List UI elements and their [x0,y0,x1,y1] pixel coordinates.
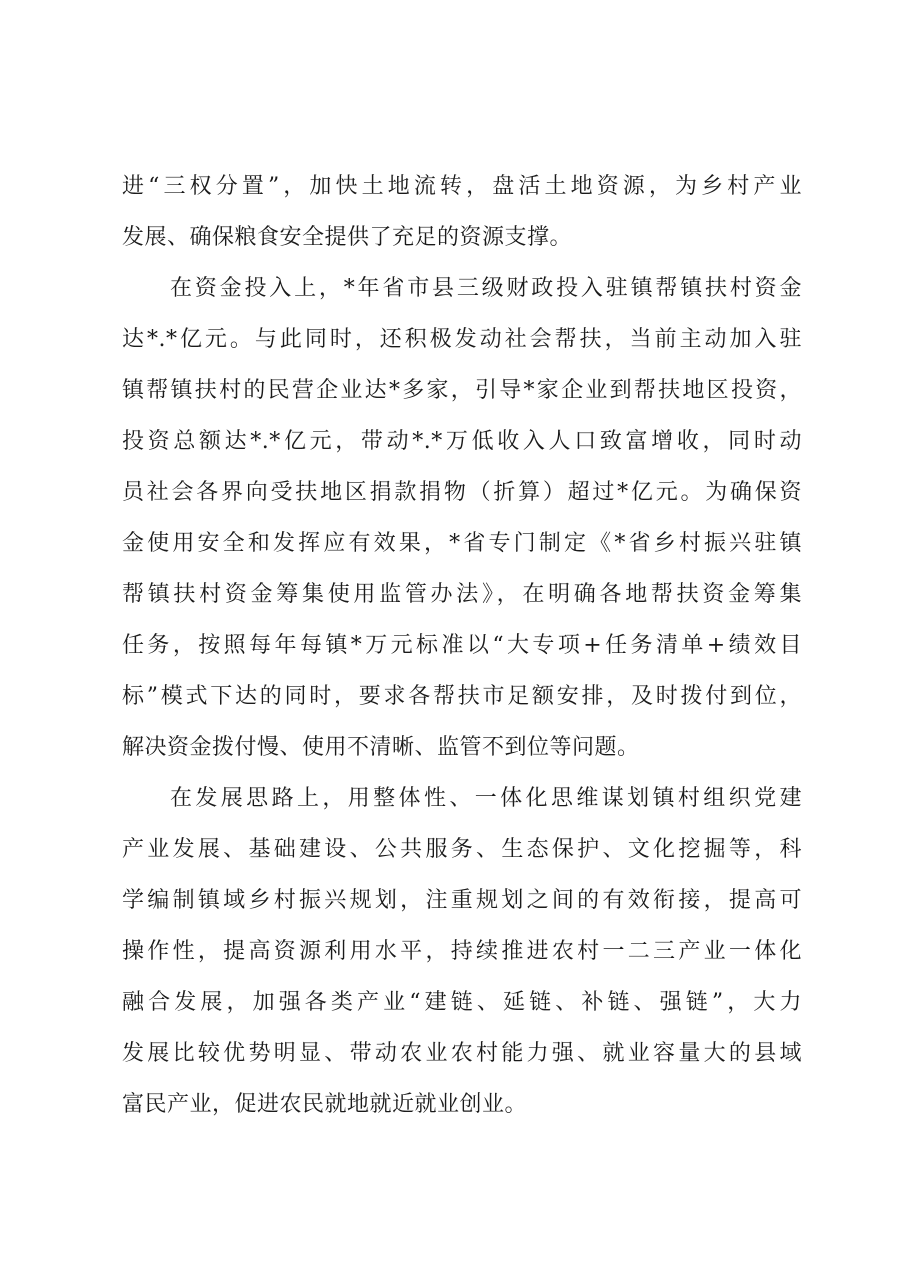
paragraph-2-line-3: 镇帮镇扶村的民营企业达*多家，引导*家企业到帮扶地区投资， [122,378,802,403]
paragraph-2-line-5: 员社会各界向受扶地区捐款捐物（折算）超过*亿元。为确保资 [122,480,802,505]
paragraph-3-line-7: 富民产业，促进农民就地就近就业创业。 [122,1092,528,1117]
paragraph-2-line-6: 金使用安全和发挥应有效果，*省专门制定《*省乡村振兴驻镇 [122,531,802,556]
paragraph-1-line-1: 进“三权分置”，加快土地流转，盘活土地资源，为乡村产业 [122,174,802,199]
paragraph-2-line-1: 在资金投入上，*年省市县三级财政投入驻镇帮镇扶村资金 [170,276,802,301]
paragraph-3-line-4: 操作性，提高资源利用水平，持续推进农村一二三产业一体化 [122,939,802,964]
body-text [122,161,802,1130]
paragraph-2-line-9: 标”模式下达的同时，要求各帮扶市足额安排，及时拨付到位， [122,684,802,709]
paragraph-2-line-7: 帮镇扶村资金筹集使用监管办法》，在明确各地帮扶资金筹集 [122,582,802,607]
paragraph-3-line-5: 融合发展，加强各类产业“建链、延链、补链、强链”，大力 [122,990,802,1015]
paragraph-3-line-2: 产业发展、基础建设、公共服务、生态保护、文化挖掘等，科 [122,837,802,862]
paragraph-2-line-2: 达*.*亿元。与此同时，还积极发动社会帮扶，当前主动加入驻 [122,327,802,352]
paragraph-2-line-4: 投资总额达*.*亿元，带动*.*万低收入人口致富增收，同时动 [122,429,802,454]
paragraph-2-line-10: 解决资金拨付慢、使用不清晰、监管不到位等问题。 [122,735,640,760]
paragraph-1-line-2: 发展、确保粮食安全提供了充足的资源支撑。 [122,225,573,250]
paragraph-2-line-8: 任务，按照每年每镇*万元标准以“大专项+任务清单+绩效目 [122,633,802,658]
paragraph-3-line-1: 在发展思路上，用整体性、一体化思维谋划镇村组织党建 [170,786,802,811]
paragraph-3-line-3: 学编制镇域乡村振兴规划，注重规划之间的有效衔接，提高可 [122,888,802,913]
paragraph-3-line-6: 发展比较优势明显、带动农业农村能力强、就业容量大的县域 [122,1041,802,1066]
